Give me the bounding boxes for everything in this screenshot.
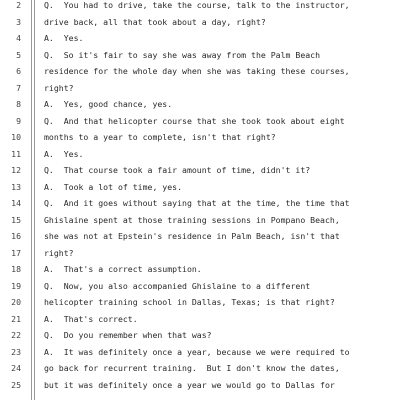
transcript-line: [0, 245, 400, 262]
line-text: A. It was definitely once a year, because we were required to: [44, 346, 350, 357]
transcript-line: [0, 129, 400, 146]
transcript-line: [0, 113, 400, 130]
line-number: 5: [16, 49, 21, 60]
line-text: A. Yes.: [44, 33, 84, 43]
line-text: Q. And it goes without saying that at the time, the time that: [44, 198, 350, 208]
transcript-line: [0, 377, 400, 394]
line-text: Q. Do you remember when that was?: [44, 330, 212, 340]
line-number: 24: [11, 363, 21, 373]
transcript-line: [0, 14, 400, 31]
line-text: Ghislaine spent at those training sessions in Pompano Beach,: [44, 214, 340, 225]
transcript-line: [0, 47, 400, 64]
transcript-line: [0, 294, 400, 311]
line-number: 6: [16, 66, 21, 76]
line-text: A. That's a correct assumption.: [44, 264, 202, 274]
line-number: 2: [16, 0, 21, 10]
line-number: 22: [11, 330, 21, 340]
line-text: helicopter training school in Dallas, Texas; is that right?: [44, 297, 335, 307]
line-text: right?: [44, 247, 74, 258]
line-text: months to a year to complete, isn't that right?: [44, 132, 276, 142]
transcript-line: [0, 80, 400, 97]
line-number: 23: [11, 346, 21, 357]
transcript-line: [0, 63, 400, 80]
line-text: Q. You had to drive, take the course, talk to the instructor,: [44, 0, 350, 10]
transcript-line: [0, 0, 400, 14]
line-number: 9: [16, 115, 21, 126]
transcript-line: [0, 96, 400, 113]
line-number: 21: [11, 313, 21, 324]
transcript-line: [0, 360, 400, 377]
transcript-line: [0, 146, 400, 163]
line-text: A. Yes, good chance, yes.: [44, 99, 173, 109]
line-text: residence for the whole day when she was taking these courses,: [44, 66, 350, 76]
line-text: Q. And that helicopter course that she took took about eight: [44, 115, 345, 126]
line-number: 8: [16, 99, 21, 109]
line-number: 25: [11, 379, 21, 390]
line-number: 7: [16, 82, 21, 93]
line-text: A. That's correct.: [44, 313, 138, 324]
line-number: 13: [11, 181, 21, 192]
line-number: 14: [11, 198, 21, 208]
transcript-line: [0, 228, 400, 245]
line-text: right?: [44, 82, 74, 93]
line-text: Q. Now, you also accompanied Ghislaine to a different: [44, 280, 311, 291]
line-number: 20: [11, 297, 21, 307]
line-text: A. Yes.: [44, 148, 84, 159]
line-number: 4: [16, 33, 21, 43]
transcript-line: [0, 179, 400, 196]
line-text: A. Took a lot of time, yes.: [44, 181, 183, 192]
transcript-line: [0, 311, 400, 328]
line-number: 12: [11, 165, 21, 175]
line-number: 16: [11, 231, 21, 241]
transcript-line: [0, 30, 400, 47]
transcript-line: [0, 162, 400, 179]
line-text: but it was definitely once a year we would go to Dallas for: [44, 379, 335, 390]
line-number: 19: [11, 280, 21, 291]
transcript-line: [0, 344, 400, 361]
line-text: Q. So it's fair to say she was away from the Palm Beach: [44, 49, 321, 60]
transcript-line: [0, 327, 400, 344]
transcript-line: [0, 278, 400, 295]
line-text: drive back, all that took about a day, right?: [44, 16, 266, 27]
transcript-line: [0, 195, 400, 212]
transcript-line: [0, 261, 400, 278]
line-number: 15: [11, 214, 21, 225]
line-text: she was not at Epstein's residence in Palm Beach, isn't that: [44, 231, 340, 241]
line-number: 10: [11, 132, 21, 142]
line-text: Q. That course took a fair amount of time, didn't it?: [44, 165, 311, 175]
line-number: 18: [11, 264, 21, 274]
line-text: go back for recurrent training. But I don't know the dates,: [44, 363, 340, 373]
line-number: 3: [16, 16, 21, 27]
line-number: 17: [11, 247, 21, 258]
transcript-line: [0, 212, 400, 229]
line-number: 11: [11, 148, 21, 159]
